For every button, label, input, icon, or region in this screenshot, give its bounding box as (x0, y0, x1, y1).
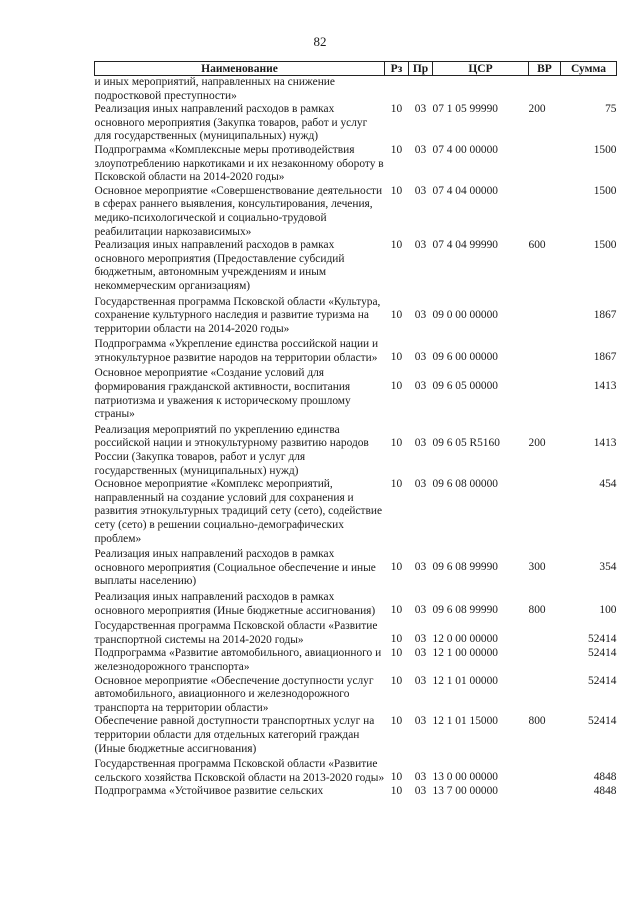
row-vr: 800 (528, 715, 546, 728)
row-pr (409, 76, 433, 104)
table-row (95, 647, 617, 674)
row-csr: 12 1 01 15000 (432, 715, 498, 728)
row-pr: 03 (414, 436, 427, 449)
row-name: Государственная программа Псковской области «Развитие транспортной системы на 2014-2020 годы» (94, 620, 378, 646)
row-name: Государственная программа Псковской области «Культура, сохранение культурного наследия и развитие туризма на территории области на 2014-2020 годы» (94, 295, 381, 335)
budget-table (94, 61, 617, 799)
row-sum: 52414 (588, 633, 617, 646)
table-row (95, 76, 617, 104)
column-header-csr: ЦСР (433, 62, 529, 76)
row-pr: 03 (414, 561, 427, 574)
row-name: Реализация иных направлений расходов в рамках основного мероприятия (Социальное обеспечение и иные выплаты населению) (94, 548, 376, 588)
row-rz: 10 (390, 771, 403, 784)
row-pr: 03 (414, 351, 427, 364)
row-name: Реализация иных направлений расходов в рамках основного мероприятия (Иные бюджетные ассигнования) (94, 590, 376, 617)
row-vr (529, 647, 561, 674)
row-csr: 13 7 00 00000 (432, 785, 498, 798)
row-vr: 300 (528, 561, 546, 574)
row-name: Основное мероприятие «Обеспечение доступности услуг автомобильного, авиационного и железнодорожного транспорта на территории области» (94, 674, 374, 714)
row-csr: 07 4 04 00000 (432, 184, 498, 197)
row-sum: 1413 (593, 436, 617, 449)
row-sum: 1867 (593, 351, 617, 364)
row-sum: 4848 (593, 785, 617, 798)
row-pr: 03 (414, 103, 427, 116)
row-name: Основное мероприятие «Создание условий для формирования гражданской активности, воспитания патриотизма и уважения к историческому прошлому страны» (94, 367, 351, 421)
row-rz: 10 (390, 380, 403, 393)
row-csr: 09 6 08 00000 (432, 478, 498, 491)
table-row (95, 365, 617, 421)
row-rz: 10 (390, 633, 403, 646)
row-pr: 03 (414, 674, 427, 687)
row-name: Подпрограмма «Устойчивое развитие сельских (94, 785, 324, 798)
row-sum: 454 (599, 478, 617, 491)
row-vr (529, 144, 561, 185)
row-sum: 1500 (593, 239, 617, 252)
table-row (95, 144, 617, 185)
table-row (95, 336, 617, 365)
column-header-sum: Сумма (561, 62, 617, 76)
row-sum: 1413 (593, 380, 617, 393)
row-vr: 600 (528, 239, 546, 252)
row-sum: 52414 (588, 674, 617, 687)
row-pr: 03 (414, 633, 427, 646)
row-vr (529, 365, 561, 421)
row-rz: 10 (390, 715, 403, 728)
row-vr (529, 756, 561, 785)
row-vr (529, 478, 561, 546)
row-name: Основное мероприятие «Совершенствование деятельности в сферах раннего выявления, консультирования, лечения, медико-психологической и социально-трудовой реабилитации наркозависимых» (94, 184, 383, 238)
column-header-pr: Пр (409, 62, 433, 76)
row-rz (385, 76, 409, 104)
row-sum: 1867 (593, 308, 617, 321)
row-name: Обеспечение равной доступности транспортных услуг на территории области для отдельных категорий граждан (Иные бюджетные ассигнования) (94, 715, 375, 755)
row-rz: 10 (390, 561, 403, 574)
row-csr: 12 1 01 00000 (432, 674, 498, 687)
row-rz: 10 (390, 478, 403, 491)
row-vr (529, 336, 561, 365)
row-csr: 12 0 00 00000 (432, 633, 498, 646)
row-sum: 1500 (593, 184, 617, 197)
row-sum: 52414 (588, 715, 617, 728)
row-pr: 03 (414, 478, 427, 491)
row-sum: 1500 (593, 143, 617, 156)
row-rz: 10 (390, 103, 403, 116)
column-header-vr: ВР (529, 62, 561, 76)
row-sum (561, 76, 617, 104)
row-vr (529, 675, 561, 716)
row-name: Государственная программа Псковской области «Развитие сельского хозяйства Псковской области на 2013-2020 годы» (94, 758, 385, 784)
table-row (95, 239, 617, 293)
row-vr (529, 294, 561, 337)
row-name: Реализация мероприятий по укреплению единства российской нации и этнокультурному развитию народов России (Закупка товаров, работ и услуг для государственных (муниципальных) нужд) (94, 423, 369, 477)
row-rz: 10 (390, 436, 403, 449)
row-name: Подпрограмма «Развитие автомобильного, авиационного и железнодорожного транспорта» (94, 647, 382, 673)
table-body (95, 76, 617, 799)
row-csr: 07 1 05 99990 (432, 103, 498, 116)
row-sum: 75 (605, 103, 617, 116)
table-header-row (95, 62, 617, 76)
row-csr: 09 0 00 00000 (432, 308, 498, 321)
row-rz: 10 (390, 647, 403, 660)
table-row (95, 103, 617, 144)
table-row (95, 422, 617, 478)
row-pr: 03 (414, 771, 427, 784)
column-header-rz: Рз (385, 62, 409, 76)
row-rz: 10 (390, 674, 403, 687)
row-sum: 100 (599, 603, 617, 616)
row-pr: 03 (414, 715, 427, 728)
row-pr: 03 (414, 785, 427, 798)
row-rz: 10 (390, 239, 403, 252)
row-vr: 200 (528, 436, 546, 449)
row-csr: 09 6 00 00000 (432, 351, 498, 364)
row-sum: 4848 (593, 771, 617, 784)
row-rz: 10 (390, 785, 403, 798)
row-pr: 03 (414, 380, 427, 393)
row-name: Подпрограмма «Комплексные меры противодействия злоупотреблению наркотиками и их незаконному обороту в Псковской области на 2014-2020 годы» (94, 143, 384, 184)
row-csr (433, 76, 529, 104)
row-vr (529, 76, 561, 104)
table-row (95, 294, 617, 337)
row-rz: 10 (390, 603, 403, 616)
row-rz: 10 (390, 308, 403, 321)
row-pr: 03 (414, 239, 427, 252)
table-row (95, 618, 617, 647)
row-csr: 09 6 08 99990 (432, 603, 498, 616)
row-name: Подпрограмма «Укрепление единства российской нации и этнокультурное развитие народов на территории области» (94, 338, 379, 364)
row-vr (529, 618, 561, 647)
row-pr: 03 (414, 184, 427, 197)
row-vr (529, 785, 561, 799)
row-name: Реализация иных направлений расходов в рамках основного мероприятия (Закупка товаров, работ и услуг для государственных (муниципальных) нужд) (94, 103, 368, 143)
page-number: 82 (313, 34, 327, 49)
row-csr: 09 6 05 R5160 (432, 436, 500, 449)
row-sum: 52414 (588, 647, 617, 660)
row-csr: 12 1 00 00000 (432, 647, 498, 660)
row-csr: 09 6 08 99990 (432, 561, 498, 574)
table-row (95, 675, 617, 716)
row-name: Основное мероприятие «Комплекс мероприятий, направленный на создание условий для сохранения и развития этнокультурных традиций сету (сето), содействие сету (сето) в решении социально-демографических проблем» (94, 478, 383, 545)
row-sum: 354 (599, 561, 617, 574)
row-name: и иных мероприятий, направленных на снижение подростковой преступности» (94, 76, 335, 102)
row-vr (529, 185, 561, 239)
row-rz: 10 (390, 184, 403, 197)
row-csr: 07 4 04 99990 (432, 239, 498, 252)
row-csr: 07 4 00 00000 (432, 143, 498, 156)
table-row (95, 546, 617, 589)
column-header-name: Наименование (95, 62, 385, 76)
row-csr: 13 0 00 00000 (432, 771, 498, 784)
row-csr: 09 6 05 00000 (432, 380, 498, 393)
table-row (95, 185, 617, 239)
row-vr: 200 (528, 103, 546, 116)
table-row (95, 715, 617, 756)
row-name: Реализация иных направлений расходов в рамках основного мероприятия (Предоставление субсидий бюджетным, автономным учреждениям и иным некоммерческим организациям) (94, 239, 345, 292)
table-row (95, 589, 617, 618)
row-rz: 10 (390, 351, 403, 364)
row-pr: 03 (414, 143, 427, 156)
row-vr: 800 (528, 603, 546, 616)
row-pr: 03 (414, 308, 427, 321)
table-row (95, 478, 617, 546)
table-row (95, 785, 617, 799)
row-pr: 03 (414, 647, 427, 660)
row-pr: 03 (414, 603, 427, 616)
table-row (95, 756, 617, 785)
row-rz: 10 (390, 143, 403, 156)
